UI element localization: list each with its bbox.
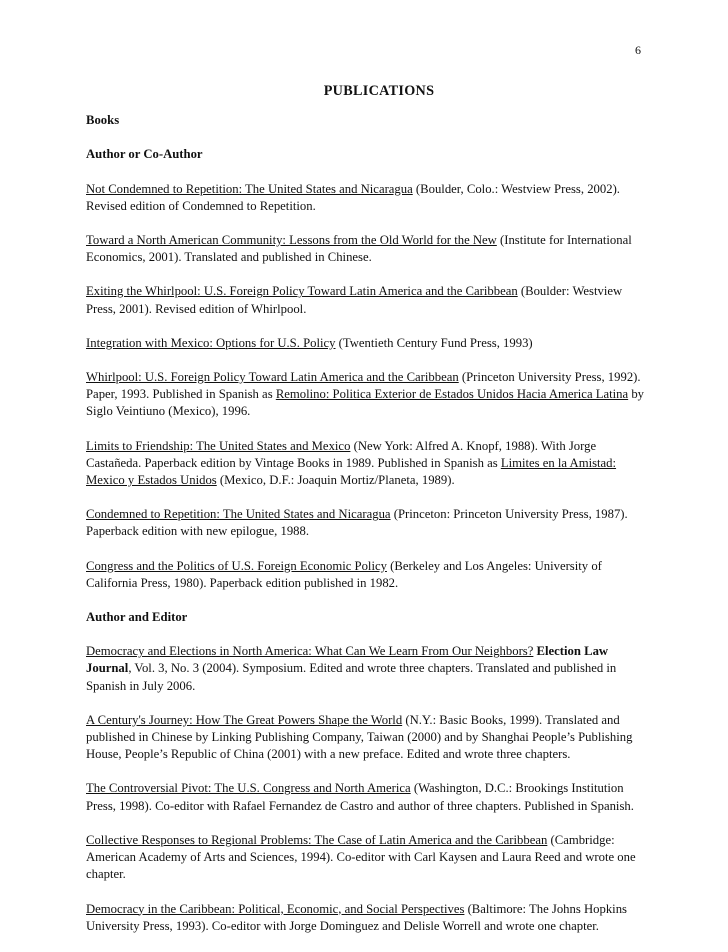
- publication-details: (Washington, D.C.: Brookings Institution Press, 1998). Co-editor with Rafael Fernandez de Castro and author of three chapters. Published in Spanish.: [86, 781, 634, 813]
- publication-title: Democracy and Elections in North America: What Can We Learn From Our Neighbors?: [86, 644, 534, 659]
- publication-title: A Century's Journey: How The Great Powers Shape the World: [86, 712, 403, 727]
- publication-entry: [86, 506, 648, 540]
- publication-details: (Twentieth Century Fund Press, 1993): [335, 335, 533, 350]
- section-heading-books: Books: [86, 113, 120, 128]
- publication-title: Whirlpool: U.S. Foreign Policy Toward Latin America and the Caribbean: [86, 370, 459, 385]
- publication-details: (Cambridge: American Academy of Arts and Sciences, 1994). Co-editor with Carl Kaysen and Laura Reed and wrote one chapter.: [86, 832, 636, 882]
- spanish-title: Limites en la Amistad: Mexico y Estados Unidos: [86, 455, 617, 488]
- publication-entry: [86, 335, 648, 352]
- publication-entry: [86, 901, 648, 935]
- publication-details: (Boulder, Colo.: Westview Press, 2002). Revised edition of Condemned to Repetition.: [86, 181, 620, 213]
- document-body: [86, 83, 648, 952]
- publication-entry: [86, 832, 648, 884]
- publication-title: Integration with Mexico: Options for U.S. Policy: [86, 335, 336, 350]
- publication-details: (Baltimore: The Johns Hopkins University Press, 1993). Co-editor with Jorge Dominguez and Delisle Worrell and wrote one chapter.: [86, 901, 627, 933]
- publication-entry: [86, 181, 648, 215]
- publication-title: Toward a North American Community: Lessons from the Old World for the New: [86, 233, 497, 248]
- journal-name: Election Law Journal: [86, 644, 609, 676]
- publication-details: , Vol. 3, No. 3 (2004). Symposium. Edited and wrote three chapters. Translated and published in Spanish in July 2006.: [86, 661, 617, 693]
- page-title: PUBLICATIONS: [323, 83, 435, 99]
- publication-details: by Siglo Veintiuno (Mexico), 1996.: [86, 387, 645, 419]
- publication-entry: [86, 283, 648, 317]
- publication-entry: [86, 558, 648, 592]
- publication-entry: [86, 643, 648, 695]
- publication-details: (Mexico, D.F.: Joaquin Mortiz/Planeta, 1989).: [216, 473, 455, 488]
- publication-title: The Controversial Pivot: The U.S. Congress and North America: [86, 781, 411, 796]
- publication-title: Democracy in the Caribbean: Political, Economic, and Social Perspectives: [86, 901, 465, 916]
- spanish-title: Remolino: Politica Exterior de Estados Unidos Hacia America Latina: [275, 387, 629, 402]
- publication-entry: [86, 369, 648, 421]
- page-number: 6: [635, 43, 641, 57]
- publication-title: Congress and the Politics of U.S. Foreign Economic Policy: [86, 558, 387, 573]
- subsection-heading-author: Author or Co-Author: [86, 147, 203, 162]
- publication-title: Not Condemned to Repetition: The United States and Nicaragua: [86, 181, 413, 196]
- publication-entry: [86, 712, 648, 764]
- publication-title: Condemned to Repetition: The United States and Nicaragua: [86, 507, 391, 522]
- publication-title: Exiting the Whirlpool: U.S. Foreign Policy Toward Latin America and the Caribbean: [86, 284, 518, 299]
- publication-entry: [86, 438, 648, 490]
- publication-entry: [86, 232, 648, 266]
- publication-details: (Princeton University Press, 1992). Paper, 1993. Published in Spanish as: [86, 370, 641, 402]
- publication-details: (N.Y.: Basic Books, 1999). Translated and published in Chinese by Linking Publishing Company, Taiwan (2000) and by Shanghai People’s Publishing House, People’s Republic of China (2001) with a new preface. Edited and wrote three chapters.: [86, 712, 633, 762]
- subsection-heading-editor: Author and Editor: [86, 610, 188, 625]
- publication-entry: [86, 780, 648, 814]
- publication-details: (Boulder: Westview Press, 2001). Revised edition of Whirlpool.: [86, 284, 623, 316]
- publication-details: (Princeton: Princeton University Press, 1987). Paperback edition with new epilogue, 1988.: [86, 507, 628, 539]
- publication-details: (Institute for International Economics, 2001). Translated and published in Chinese.: [86, 233, 632, 265]
- publication-details: (Berkeley and Los Angeles: University of California Press, 1980). Paperback edition published in 1982.: [86, 558, 602, 590]
- publication-title: Collective Responses to Regional Problems: The Case of Latin America and the Caribbean: [86, 832, 548, 847]
- publication-details: (New York: Alfred A. Knopf, 1988). With Jorge Castañeda. Paperback edition by Vintage Books in 1989. Published in Spanish as: [86, 438, 597, 470]
- publication-title: Limits to Friendship: The United States and Mexico: [86, 438, 351, 453]
